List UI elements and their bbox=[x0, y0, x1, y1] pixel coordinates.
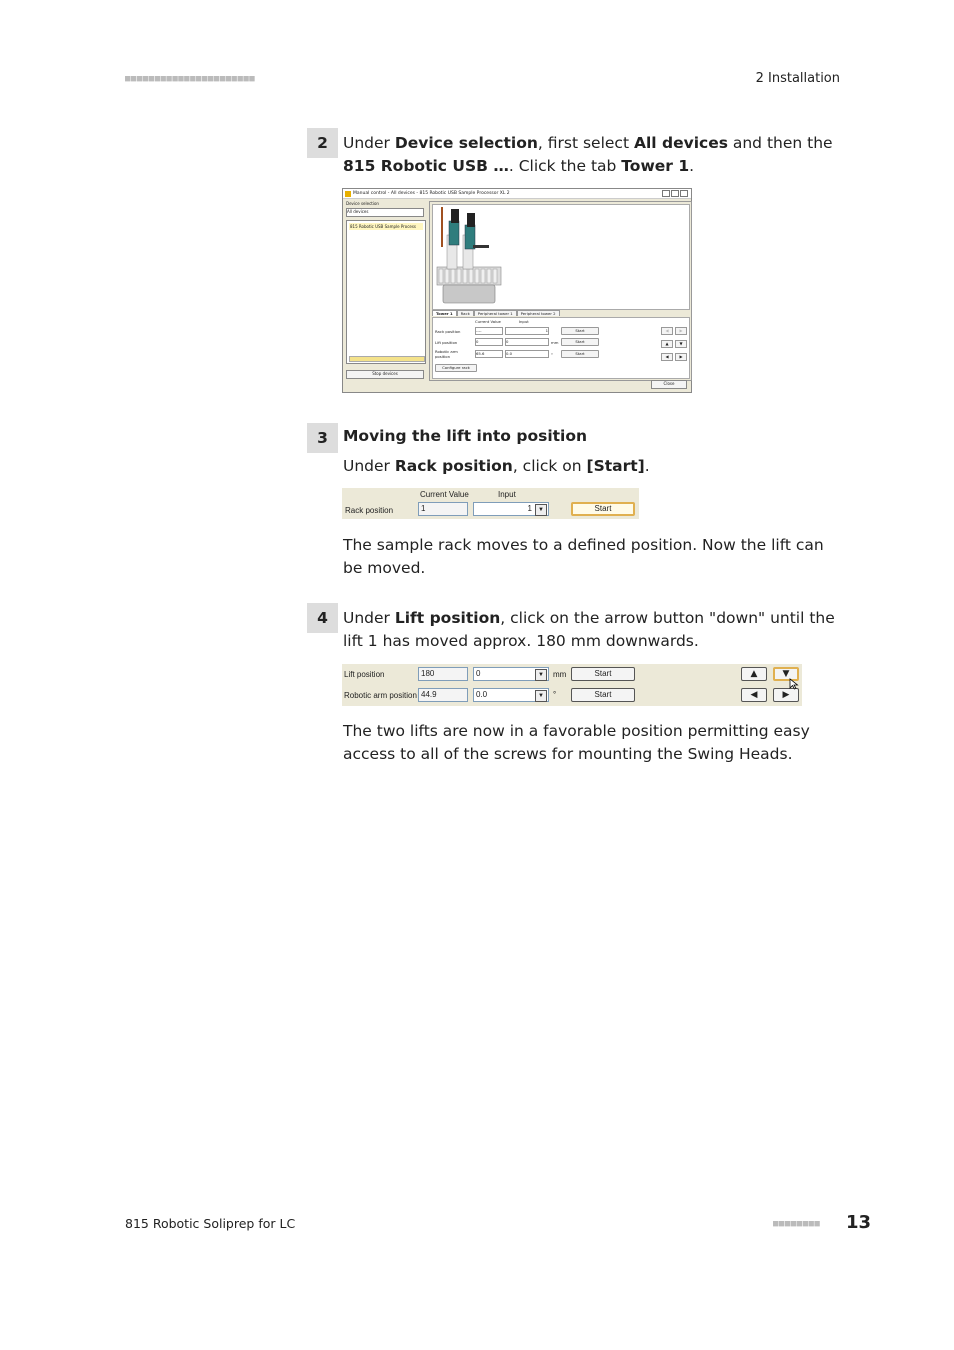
step-number: 3 bbox=[307, 423, 338, 453]
step-number: 2 bbox=[307, 128, 338, 158]
lift-position-label: Lift position bbox=[344, 670, 385, 679]
footer-decoration: ■■■■■■■■ bbox=[773, 1219, 821, 1229]
start-button: Start bbox=[571, 502, 635, 516]
input-value: 0.0 bbox=[505, 350, 549, 358]
row-label: Rack position bbox=[435, 328, 461, 334]
device-tabs bbox=[432, 310, 560, 316]
start-button: Start bbox=[561, 327, 599, 335]
down-arrow-icon: ▼ bbox=[675, 340, 687, 348]
table-row bbox=[435, 349, 599, 359]
right-arrow-icon: ▶ bbox=[773, 688, 799, 702]
current-value-header: Current Value bbox=[475, 319, 501, 324]
step-4-result: The two lifts are now in a favorable position permitting easy access to all of the screws for mounting the Swing Heads. bbox=[343, 722, 810, 763]
left-arrow-icon: ◀ bbox=[741, 688, 767, 702]
manual-control-window-screenshot bbox=[342, 188, 692, 393]
lift-input-value: 0 bbox=[476, 669, 481, 678]
table-row bbox=[435, 327, 599, 335]
start-button: Start bbox=[561, 338, 599, 346]
rack-position-label: Rack position bbox=[345, 506, 394, 515]
window-titlebar bbox=[343, 189, 691, 199]
app-logo-icon bbox=[345, 191, 351, 197]
input-header: Input bbox=[518, 319, 529, 324]
lift-unit: mm bbox=[553, 670, 567, 679]
left-arrow-icon: ◀ bbox=[661, 327, 673, 335]
unit: ° bbox=[551, 351, 553, 357]
unit: mm bbox=[551, 339, 559, 345]
right-arrow-icon: ▶ bbox=[675, 327, 687, 335]
lift-input-field bbox=[473, 667, 549, 681]
step-3-text: Under Rack position, click on [Start]. bbox=[343, 457, 650, 475]
close-button: Close bbox=[651, 380, 687, 389]
step-4-text: Under Lift position, click on the arrow button "down" until the lift 1 has moved approx. 180 mm downwards. bbox=[343, 609, 835, 650]
row-label: Lift position bbox=[435, 339, 458, 345]
lift-start-button: Start bbox=[571, 667, 635, 681]
up-arrow-icon: ▲ bbox=[741, 667, 767, 681]
input-value: 0 bbox=[505, 338, 549, 346]
lift-current-value: 180 bbox=[418, 667, 468, 681]
lift-position-screenshot bbox=[342, 664, 802, 706]
input-header: Input bbox=[498, 490, 516, 499]
table-row bbox=[435, 338, 599, 346]
page-number: 13 bbox=[846, 1212, 872, 1233]
rack-current-value: 1 bbox=[418, 502, 468, 516]
rack-input-value: 1 bbox=[527, 504, 532, 513]
chapter-title: 2 Installation bbox=[755, 71, 840, 86]
down-arrow-icon: ▼ bbox=[773, 667, 799, 681]
current-value-header: Current Value bbox=[420, 490, 469, 499]
tab-rack: Rack bbox=[457, 310, 474, 316]
chevron-down-icon: ▼ bbox=[535, 690, 547, 702]
tab-peripheral-tower-1: Peripheral tower 1 bbox=[474, 310, 517, 316]
device-list bbox=[346, 220, 426, 364]
maximize-icon bbox=[671, 190, 679, 197]
tab-tower-1: Tower 1 bbox=[432, 310, 457, 316]
sample-processor-drawing bbox=[433, 205, 689, 309]
current-value: 0 bbox=[475, 338, 503, 346]
window-controls bbox=[662, 190, 688, 197]
device-selection-dropdown: All devices bbox=[346, 208, 424, 217]
arm-input-value: 0.0 bbox=[476, 690, 488, 699]
robotic-arm-position-label: Robotic arm position bbox=[344, 691, 417, 700]
configure-rack-button: Configure rack bbox=[435, 364, 477, 372]
close-icon bbox=[680, 190, 688, 197]
device-view-pane bbox=[429, 201, 692, 381]
step-3-heading: Moving the lift into position bbox=[343, 427, 588, 445]
footer-product-name: 815 Robotic Soliprep for LC bbox=[125, 1216, 296, 1231]
chevron-down-icon: ▼ bbox=[535, 669, 547, 681]
current-value: ---- bbox=[475, 327, 503, 335]
up-arrow-icon: ▲ bbox=[661, 340, 673, 348]
configure-row bbox=[435, 364, 477, 372]
scrollbar bbox=[349, 356, 425, 362]
step-2-text: Under Device selection, first select All devices and then the 815 Robotic USB …. Click the tab Tower 1. bbox=[343, 134, 833, 175]
window-title: Manual control - All devices - 815 Robotic USB Sample Processor XL 2 bbox=[353, 191, 510, 196]
minimize-icon bbox=[662, 190, 670, 197]
header-decoration: ■■■■■■■■■■■■■■■■■■■■■■ bbox=[125, 74, 256, 84]
arm-current-value: 44.9 bbox=[418, 688, 468, 702]
tower-panel bbox=[432, 317, 690, 379]
input-value: 1 bbox=[505, 327, 549, 335]
start-button: Start bbox=[561, 350, 599, 358]
arm-unit: ° bbox=[553, 690, 557, 699]
chevron-down-icon: ▼ bbox=[535, 504, 547, 516]
list-item: 815 Robotic USB Sample Process bbox=[349, 223, 423, 230]
step-3-result: The sample rack moves to a defined position. Now the lift can be moved. bbox=[343, 536, 824, 577]
step-number: 4 bbox=[307, 603, 338, 633]
left-arrow-icon: ◀ bbox=[661, 353, 673, 361]
right-arrow-icon: ▶ bbox=[675, 353, 687, 361]
current-value: 65.6 bbox=[475, 350, 503, 358]
tab-peripheral-tower-2: Peripheral tower 2 bbox=[517, 310, 560, 316]
sample-processor-image bbox=[432, 204, 690, 310]
rack-position-screenshot bbox=[342, 488, 639, 519]
arm-input-field bbox=[473, 688, 549, 702]
column-headers bbox=[475, 319, 529, 324]
rack-input-field bbox=[473, 502, 549, 516]
row-label: Robotic arm position bbox=[435, 349, 458, 359]
arrow-buttons bbox=[661, 327, 685, 361]
stop-devices-button: Stop devices bbox=[346, 370, 424, 379]
device-pane bbox=[346, 201, 426, 377]
arm-start-button: Start bbox=[571, 688, 635, 702]
device-selection-label: Device selection bbox=[346, 201, 379, 206]
mouse-cursor-icon bbox=[789, 678, 799, 690]
